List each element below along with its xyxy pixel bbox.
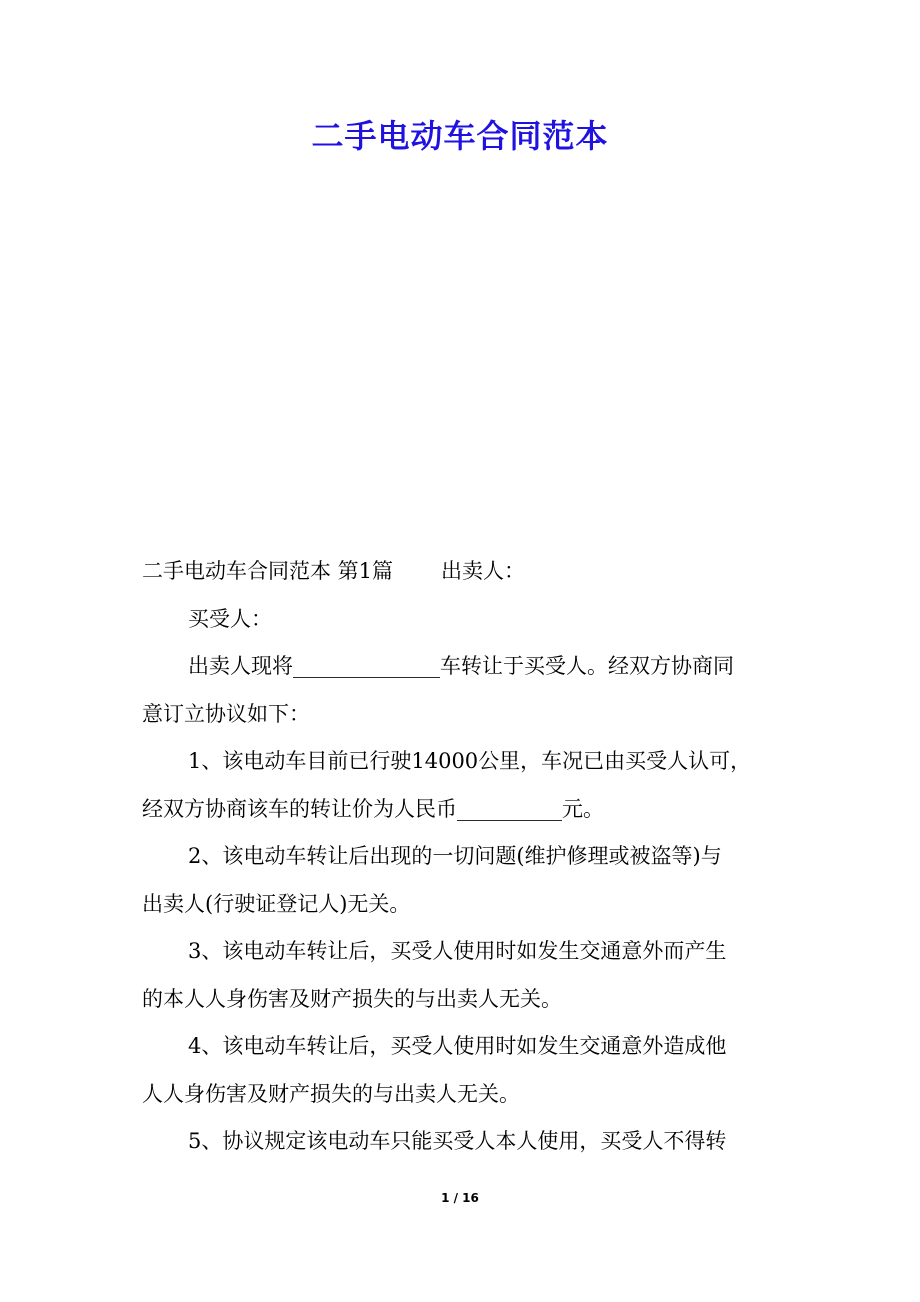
paragraph-line: 意订立协议如下： bbox=[142, 701, 310, 726]
paragraph-line: 出卖人现将______________车转让于买受人。经双方协商同 bbox=[188, 654, 734, 678]
clause-4-line: 人人身伤害及财产损失的与出卖人无关。 bbox=[142, 1081, 520, 1106]
clause-4-line: 4、该电动车转让后，买受人使用时如发生交通意外造成他 bbox=[188, 1034, 727, 1058]
intro-line bbox=[142, 548, 782, 596]
document-title: 二手电动车合同范本 bbox=[311, 117, 609, 155]
section-heading: 二手电动车合同范本 第1篇 bbox=[142, 559, 394, 583]
clause-3-line: 3、该电动车转让后，买受人使用时如发生交通意外而产生 bbox=[188, 939, 727, 963]
clause-1-line: 经双方协商该车的转让价为人民币__________元。 bbox=[142, 796, 604, 821]
seller-label: 出卖人： bbox=[441, 559, 526, 583]
clause-2-line: 2、该电动车转让后出现的一切问题(维护修理或被盗等)与 bbox=[188, 844, 722, 868]
buyer-label: 买受人： bbox=[188, 606, 272, 631]
clause-3-line: 的本人人身伤害及财产损失的与出卖人无关。 bbox=[142, 986, 562, 1011]
page-number: 1 / 16 bbox=[441, 1191, 479, 1205]
document-body bbox=[142, 548, 782, 1166]
clause-2-line: 出卖人(行驶证登记人)无关。 bbox=[142, 891, 411, 916]
clause-5-line: 5、协议规定该电动车只能买受人本人使用，买受人不得转 bbox=[188, 1129, 727, 1153]
clause-1-line: 1、该电动车目前已行驶14000公里，车况已由买受人认可， bbox=[188, 749, 752, 773]
